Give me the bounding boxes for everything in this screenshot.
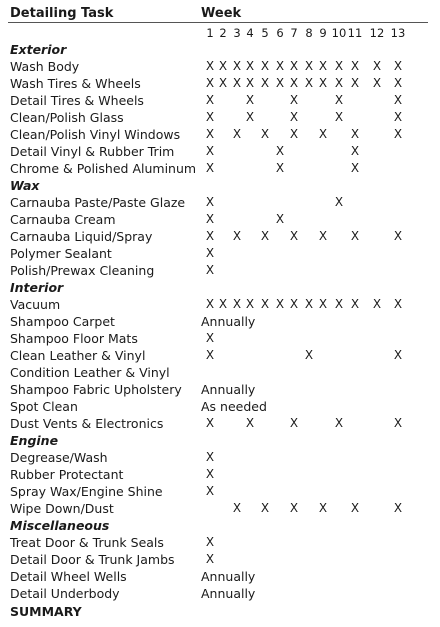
task-label: Clean/Polish Vinyl Windows: [10, 127, 181, 142]
task-label: Carnauba Cream: [10, 212, 116, 227]
schedule-mark: X: [260, 127, 270, 141]
schedule-mark: X: [245, 59, 255, 73]
header-week: Week: [201, 6, 242, 21]
schedule-mark: X: [232, 229, 242, 243]
section-title: Engine: [10, 433, 59, 448]
task-row: [0, 92, 440, 109]
schedule-mark: X: [289, 93, 299, 107]
task-label: Treat Door & Trunk Seals: [10, 535, 164, 550]
task-row: [0, 75, 440, 92]
schedule-mark: X: [205, 195, 215, 209]
schedule-mark: X: [318, 229, 328, 243]
summary-heading: SUMMARY: [10, 604, 82, 619]
task-row: [0, 551, 440, 568]
week-number: 7: [290, 26, 298, 40]
task-row: [0, 58, 440, 75]
schedule-mark: X: [260, 76, 270, 90]
schedule-mark: X: [205, 552, 215, 566]
schedule-mark: X: [393, 76, 403, 90]
task-row: [0, 296, 440, 313]
schedule-mark: X: [350, 76, 360, 90]
task-label: Detail Door & Trunk Jambs: [10, 552, 175, 567]
header-divider: [8, 22, 428, 23]
schedule-mark: X: [318, 127, 328, 141]
schedule-mark: X: [205, 416, 215, 430]
section-heading-row: [0, 279, 440, 296]
schedule-mark: X: [393, 416, 403, 430]
schedule-mark: X: [393, 59, 403, 73]
task-label: Spray Wax/Engine Shine: [10, 484, 163, 499]
schedule-mark: X: [289, 229, 299, 243]
schedule-mark: X: [350, 127, 360, 141]
schedule-mark: X: [334, 59, 344, 73]
task-row: [0, 585, 440, 602]
schedule-mark: X: [275, 76, 285, 90]
schedule-mark: X: [205, 263, 215, 277]
task-row: [0, 500, 440, 517]
schedule-mark: X: [232, 59, 242, 73]
task-label: Degrease/Wash: [10, 450, 108, 465]
schedule-mark: X: [289, 416, 299, 430]
task-row: [0, 364, 440, 381]
schedule-mark: X: [245, 93, 255, 107]
schedule-mark: X: [275, 59, 285, 73]
schedule-mark: X: [245, 416, 255, 430]
task-row: [0, 211, 440, 228]
schedule-mark: X: [393, 348, 403, 362]
schedule-mark: X: [289, 501, 299, 515]
schedule-mark: X: [350, 161, 360, 175]
schedule-mark: X: [205, 484, 215, 498]
schedule-mark: X: [205, 127, 215, 141]
task-row: [0, 381, 440, 398]
schedule-mark: X: [218, 76, 228, 90]
schedule-mark: X: [245, 110, 255, 124]
task-row: [0, 143, 440, 160]
schedule-mark: X: [289, 76, 299, 90]
schedule-mark: X: [304, 297, 314, 311]
task-label: Detail Vinyl & Rubber Trim: [10, 144, 175, 159]
schedule-mark: X: [393, 297, 403, 311]
task-row: [0, 313, 440, 330]
task-label: Chrome & Polished Aluminum: [10, 161, 197, 176]
section-title: Wax: [10, 178, 40, 193]
schedule-mark: X: [334, 297, 344, 311]
schedule-mark: X: [350, 59, 360, 73]
schedule-mark: X: [275, 161, 285, 175]
schedule-mark: X: [393, 93, 403, 107]
task-label: Condition Leather & Vinyl: [10, 365, 170, 380]
task-label: Polish/Prewax Cleaning: [10, 263, 155, 278]
section-title: Miscellaneous: [10, 518, 110, 533]
schedule-note: Annually: [201, 382, 256, 397]
task-label: Dust Vents & Electronics: [10, 416, 164, 431]
schedule-mark: X: [275, 144, 285, 158]
week-number: 6: [276, 26, 284, 40]
week-number: 2: [219, 26, 227, 40]
section-heading-row: [0, 432, 440, 449]
schedule-note: As needed: [201, 399, 267, 414]
week-number: 10: [331, 26, 347, 40]
task-row: [0, 568, 440, 585]
week-number: 11: [347, 26, 363, 40]
schedule-mark: X: [205, 331, 215, 345]
task-row: [0, 228, 440, 245]
task-label: Wash Body: [10, 59, 80, 74]
section-title: Interior: [10, 280, 64, 295]
schedule-mark: X: [218, 297, 228, 311]
task-row: [0, 398, 440, 415]
task-label: Polymer Sealant: [10, 246, 112, 261]
task-row: [0, 449, 440, 466]
week-number: 13: [390, 26, 406, 40]
schedule-mark: X: [304, 59, 314, 73]
header-task: Detailing Task: [10, 6, 114, 21]
schedule-mark: X: [372, 76, 382, 90]
schedule-mark: X: [205, 467, 215, 481]
schedule-mark: X: [289, 297, 299, 311]
schedule-mark: X: [205, 229, 215, 243]
schedule-mark: X: [334, 416, 344, 430]
schedule-mark: X: [334, 76, 344, 90]
task-row: [0, 126, 440, 143]
task-row: [0, 415, 440, 432]
task-row: [0, 330, 440, 347]
schedule-mark: X: [304, 348, 314, 362]
schedule-mark: X: [205, 535, 215, 549]
task-row: [0, 534, 440, 551]
schedule-mark: X: [393, 110, 403, 124]
task-label: Wash Tires & Wheels: [10, 76, 141, 91]
week-number: 4: [246, 26, 254, 40]
schedule-mark: X: [372, 59, 382, 73]
schedule-mark: X: [232, 501, 242, 515]
task-label: Carnauba Liquid/Spray: [10, 229, 153, 244]
schedule-note: Annually: [201, 314, 256, 329]
task-label: Clean Leather & Vinyl: [10, 348, 146, 363]
schedule-mark: X: [260, 229, 270, 243]
schedule-mark: X: [205, 93, 215, 107]
section-heading-row: [0, 41, 440, 58]
schedule-mark: X: [205, 76, 215, 90]
schedule-mark: X: [334, 93, 344, 107]
schedule-mark: X: [205, 59, 215, 73]
schedule-mark: X: [318, 76, 328, 90]
task-label: Carnauba Paste/Paste Glaze: [10, 195, 186, 210]
task-row: [0, 194, 440, 211]
schedule-mark: X: [232, 127, 242, 141]
schedule-mark: X: [260, 59, 270, 73]
week-number: 1: [206, 26, 214, 40]
schedule-mark: X: [205, 246, 215, 260]
section-heading-row: [0, 517, 440, 534]
week-number: 12: [369, 26, 385, 40]
schedule-mark: X: [260, 501, 270, 515]
task-row: [0, 245, 440, 262]
task-label: Detail Wheel Wells: [10, 569, 127, 584]
schedule-mark: X: [393, 127, 403, 141]
schedule-mark: X: [289, 59, 299, 73]
schedule-mark: X: [350, 297, 360, 311]
schedule-mark: X: [350, 144, 360, 158]
task-row: [0, 160, 440, 177]
task-label: Detail Tires & Wheels: [10, 93, 144, 108]
task-label: Rubber Protectant: [10, 467, 124, 482]
schedule-mark: X: [318, 59, 328, 73]
schedule-mark: X: [289, 127, 299, 141]
section-title: Exterior: [10, 42, 67, 57]
task-label: Spot Clean: [10, 399, 78, 414]
task-row: [0, 466, 440, 483]
task-label: Shampoo Carpet: [10, 314, 115, 329]
schedule-mark: X: [289, 110, 299, 124]
schedule-mark: X: [205, 297, 215, 311]
schedule-mark: X: [218, 59, 228, 73]
task-label: Clean/Polish Glass: [10, 110, 124, 125]
schedule-mark: X: [205, 144, 215, 158]
schedule-mark: X: [318, 501, 328, 515]
schedule-mark: X: [205, 450, 215, 464]
task-label: Vacuum: [10, 297, 61, 312]
schedule-mark: X: [205, 161, 215, 175]
week-number: 9: [319, 26, 327, 40]
schedule-mark: X: [205, 212, 215, 226]
schedule-mark: X: [245, 76, 255, 90]
week-number: 3: [233, 26, 241, 40]
task-label: Wipe Down/Dust: [10, 501, 114, 516]
schedule-mark: X: [304, 76, 314, 90]
schedule-mark: X: [205, 110, 215, 124]
schedule-mark: X: [372, 297, 382, 311]
schedule-mark: X: [275, 297, 285, 311]
section-heading-row: [0, 177, 440, 194]
schedule-mark: X: [393, 501, 403, 515]
week-number: 5: [261, 26, 269, 40]
task-label: Shampoo Floor Mats: [10, 331, 138, 346]
schedule-mark: X: [275, 212, 285, 226]
schedule-mark: X: [350, 501, 360, 515]
schedule-mark: X: [205, 348, 215, 362]
schedule-mark: X: [232, 76, 242, 90]
task-label: Detail Underbody: [10, 586, 120, 601]
schedule-mark: X: [260, 297, 270, 311]
schedule-note: Annually: [201, 586, 256, 601]
schedule-mark: X: [350, 229, 360, 243]
schedule-mark: X: [393, 229, 403, 243]
schedule-mark: X: [318, 297, 328, 311]
schedule-mark: X: [334, 195, 344, 209]
schedule-note: Annually: [201, 569, 256, 584]
schedule-mark: X: [334, 110, 344, 124]
schedule-mark: X: [232, 297, 242, 311]
task-row: [0, 262, 440, 279]
task-row: [0, 347, 440, 364]
week-number: 8: [305, 26, 313, 40]
task-row: [0, 109, 440, 126]
task-row: [0, 483, 440, 500]
schedule-mark: X: [245, 297, 255, 311]
task-label: Shampoo Fabric Upholstery: [10, 382, 182, 397]
